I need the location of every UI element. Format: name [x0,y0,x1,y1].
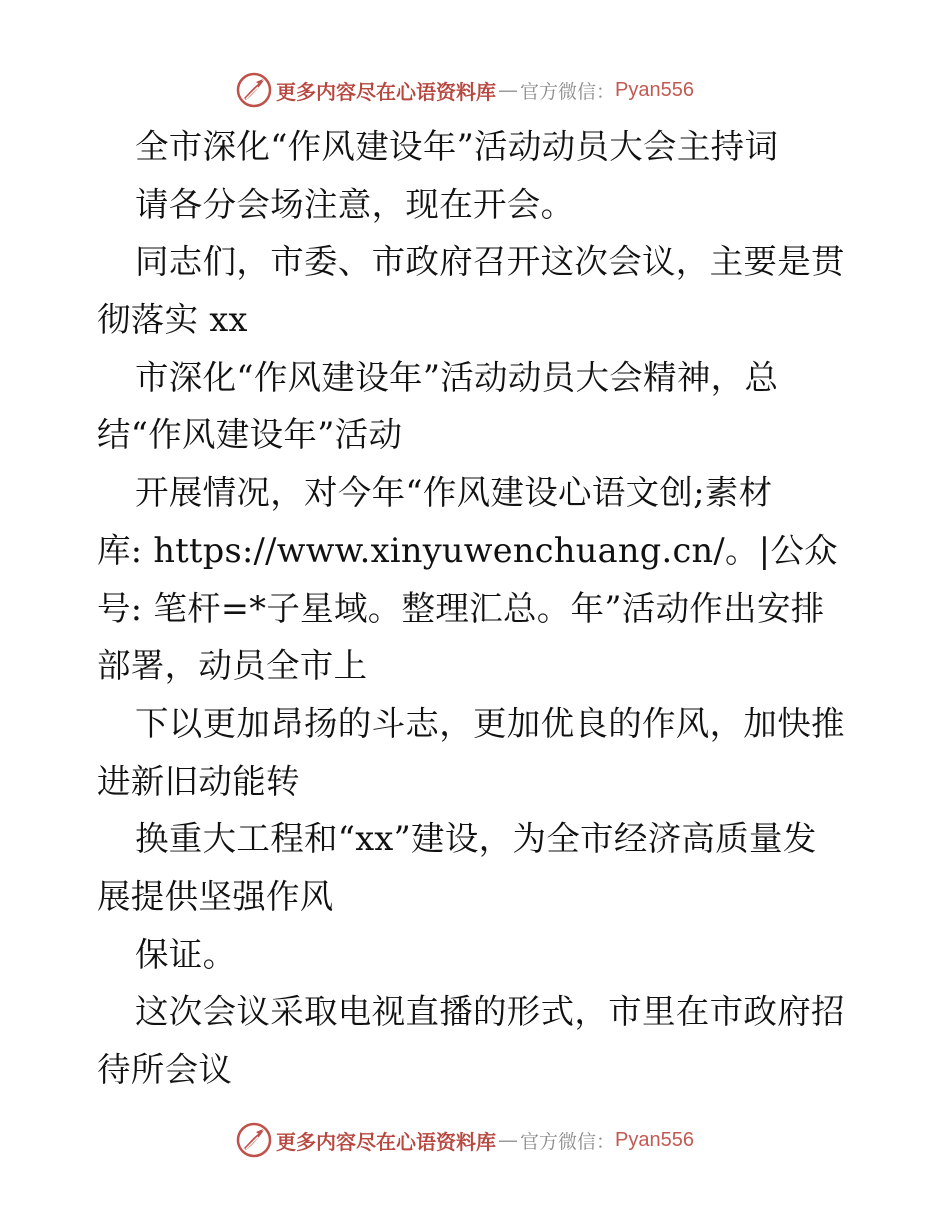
paragraph-line: 下以更加昂扬的斗志，更加优良的作风，加快推 [135,703,845,743]
paragraph-line: 这次会议采取电视直播的形式，市里在市政府招 [135,992,845,1032]
feather-pen-logo-icon [236,72,272,108]
paragraph-line: 开展情况，对今年“作风建设心语文创;素材 [135,473,773,513]
document-body [97,118,857,1099]
banner-wechat-label: 官方微信： [520,1130,616,1153]
paragraph-line: 结“作风建设年”活动 [97,415,403,455]
paragraph-line: 换重大工程和“xx”建设，为全市经济高质量发 [135,819,817,859]
banner-dash: — [498,1128,518,1152]
paragraph-line: 彻落实 xx [97,300,248,340]
banner-wechat-label: 官方微信： [520,80,616,103]
paragraph-line: 待所会议 [97,1050,233,1089]
paragraph-line: 保证。 [135,934,237,974]
feather-pen-logo-icon [236,1122,272,1158]
banner-main-text: 更多内容尽在心语资料库 [276,1129,496,1154]
banner-dash: — [498,78,518,102]
paragraph-line: 请各分会场注意，现在开会。 [135,184,575,224]
paragraph-line: 市深化“作风建设年”活动动员大会精神，总 [135,357,779,397]
paragraph-line: 展提供坚强作风 [97,876,334,916]
paragraph-line: 进新旧动能转 [97,761,300,801]
paragraph-line: 库: https://www.xinyuwenchuang.cn/。|公众 [97,530,838,570]
footer-banner [236,1120,694,1160]
paragraph-line: 同志们，市委、市政府召开这次会议，主要是贯 [135,242,845,282]
paragraph-line: 部署，动员全市上 [97,646,368,686]
banner-wechat-id: Pyan556 [615,78,694,101]
header-banner [236,70,694,110]
banner-wechat-id: Pyan556 [615,1128,694,1151]
paragraph-line: 号: 笔杆=*子星域。整理汇总。年”活动作出安排 [97,588,825,628]
document-title: 全市深化“作风建设年”活动动员大会主持词 [135,127,779,166]
banner-main-text: 更多内容尽在心语资料库 [276,79,496,104]
